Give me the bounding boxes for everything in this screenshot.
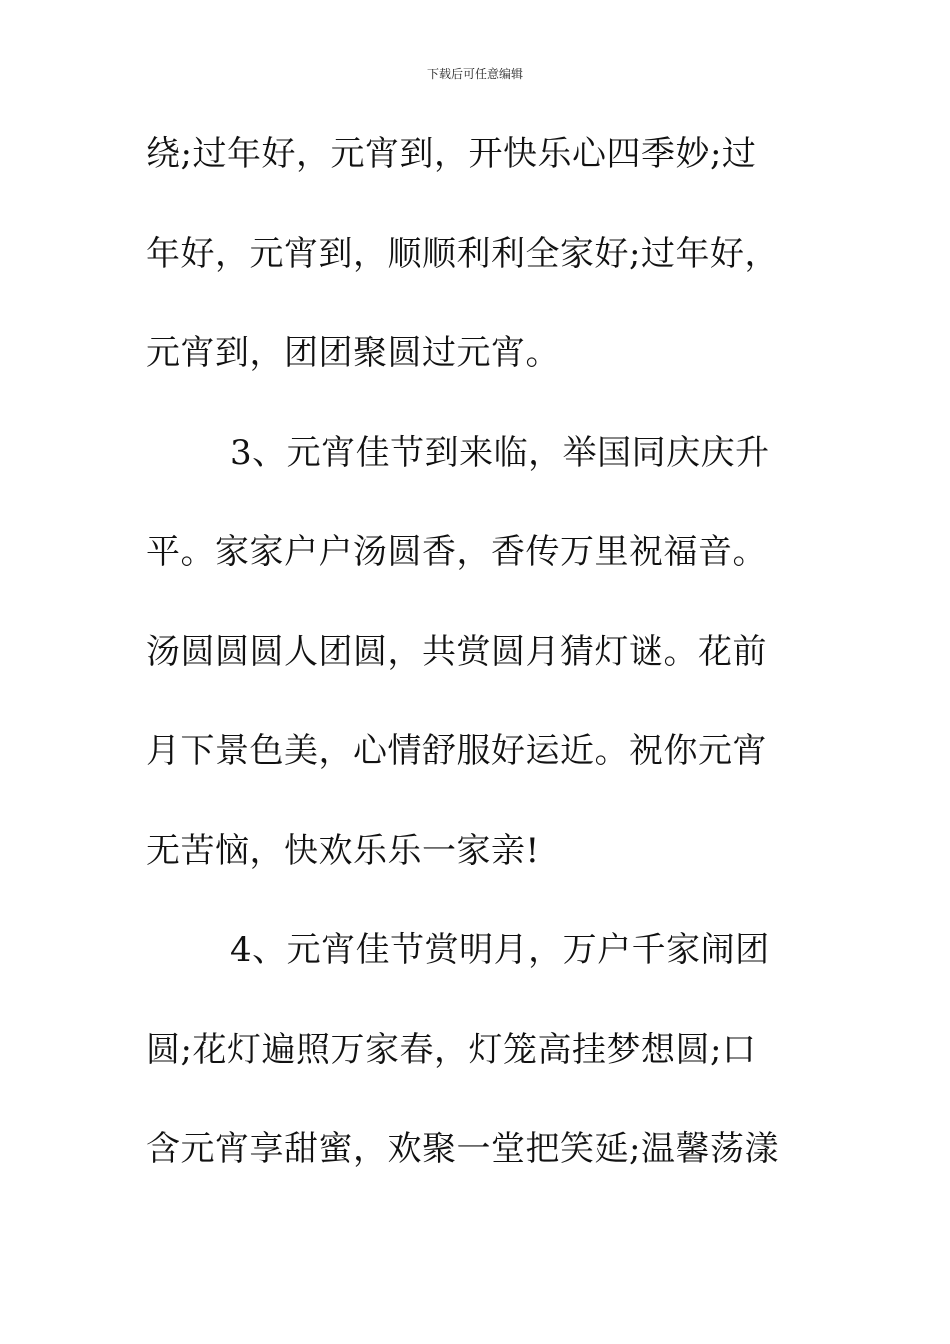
text-line: 元宵到，团团聚圆过元宵。 [146, 333, 560, 373]
paragraph-start-line: 4、元宵佳节赏明月，万户千家闹团 [230, 930, 770, 970]
page-header: 下载后可任意编辑 [426, 67, 523, 81]
text-line: 无苦恼，快欢乐乐一家亲! [146, 830, 540, 871]
text-line: 圆;花灯遍照万家春，灯笼高挂梦想圆;口 [146, 1029, 757, 1070]
paragraph-start-line: 3、元宵佳节到来临，举国同庆庆升 [230, 432, 770, 473]
text-line: 含元宵享甜蜜，欢聚一堂把笑延;温馨荡漾 [146, 1129, 779, 1169]
text-line: 月下景色美，心情舒服好运近。祝你元宵 [146, 731, 767, 771]
text-line: 汤圆圆圆人团圆，共赏圆月猜灯谜。花前 [146, 631, 767, 672]
text-line: 年好，元宵到，顺顺利利全家好;过年好， [146, 233, 779, 274]
text-line: 平。家家户户汤圆香，香传万里祝福音。 [146, 532, 767, 572]
text-line: 绕;过年好，元宵到，开快乐心四季妙;过 [146, 134, 757, 174]
document-body [146, 126, 806, 1221]
